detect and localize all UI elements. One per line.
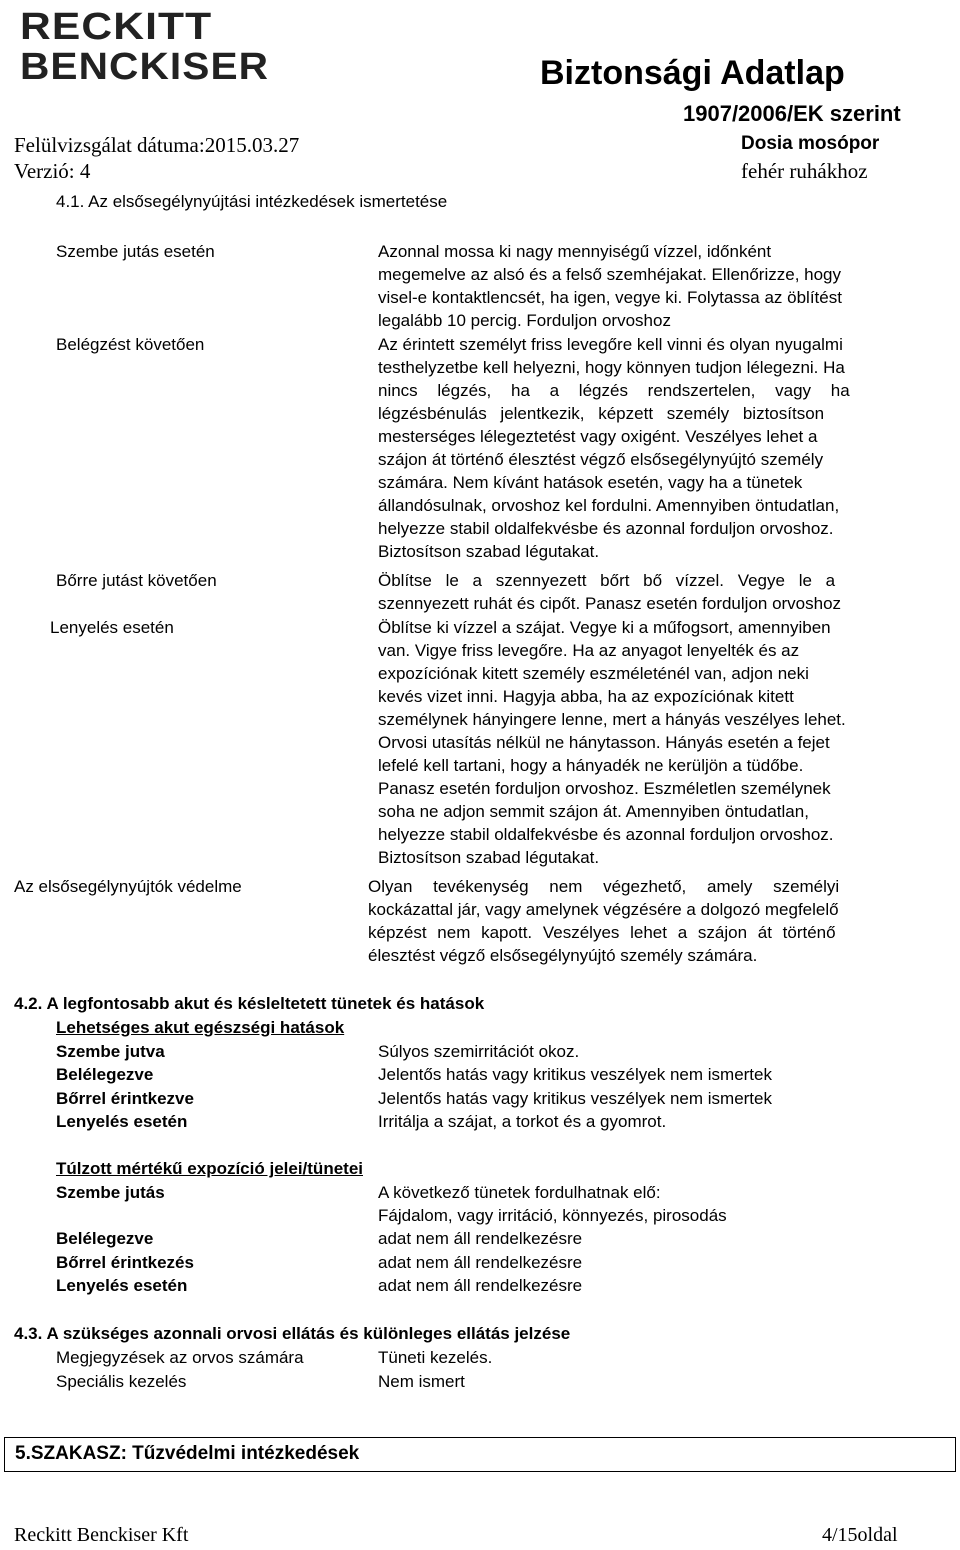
over-value-continued: Fájdalom, vagy irritáció, könnyezés, pirosodás (378, 1206, 727, 1225)
section-5-box (4, 1437, 956, 1472)
text-line: kockázattal jár, vagy amelynek végzésére a dolgozó megfelelő (368, 900, 839, 919)
footer-page-number: 4/15oldal (822, 1524, 898, 1546)
row-text-skin (378, 569, 944, 615)
text-line: legalább 10 percig. Forduljon orvoshoz (378, 311, 671, 330)
medical-note-label: Megjegyzések az orvos számára (56, 1348, 304, 1367)
row-text-ingestion (378, 616, 944, 869)
over-label: Belélegezve (56, 1229, 154, 1248)
text-line: nincs légzés, ha a légzés rendszertelen, vagy ha (378, 381, 850, 400)
text-line: légzésbénulás jelentkezik, képzett személy biztosítson (378, 404, 825, 423)
over-label: Lenyelés esetén (56, 1276, 188, 1295)
row-text-eye (378, 240, 944, 332)
text-line: helyezze stabil oldalfekvésbe és azonnal forduljon orvoshoz. (378, 825, 834, 844)
logo-text-line1: RECKITT (20, 6, 213, 48)
section-4-2-heading: 4.2. A legfontosabb akut és késleltetett tünetek és hatások (14, 994, 485, 1013)
text-line: expozíciónak kitett személy eszméleténél van, adjon neki (378, 664, 809, 683)
acute-label: Belélegezve (56, 1065, 154, 1084)
text-line: személynek hányingere lenne, mert a hányás veszélyes lehet. (378, 710, 846, 729)
over-value: adat nem áll rendelkezésre (378, 1229, 583, 1248)
row-text-inhalation (378, 333, 944, 563)
over-value: adat nem áll rendelkezésre (378, 1253, 583, 1272)
text-line: Biztosítson szabad légutakat. (378, 848, 600, 867)
text-line: Olyan tevékenység nem végezhető, amely személyi (368, 877, 840, 896)
overexposure-title: Túlzott mértékű expozíció jelei/tünetei (56, 1159, 363, 1178)
acute-label: Bőrrel érintkezve (56, 1089, 194, 1108)
logo-text-line2: BENCKISER (20, 46, 270, 88)
medical-note-value: Tüneti kezelés. (378, 1348, 493, 1367)
text-line: Orvosi utasítás nélkül ne hánytasson. Hányás esetén a fejet (378, 733, 830, 752)
over-label: Szembe jutás (56, 1183, 165, 1202)
company-logo (20, 6, 270, 94)
text-line: megemelve az alsó és a felső szemhéjakat. Ellenőrizze, hogy (378, 265, 842, 284)
row-label-ingestion: Lenyelés esetén (50, 618, 174, 637)
acute-label: Lenyelés esetén (56, 1112, 188, 1131)
section-4-3-heading: 4.3. A szükséges azonnali orvosi ellátás és különleges ellátás jelzése (14, 1324, 571, 1343)
product-name-line2: fehér ruhákhoz (741, 159, 868, 183)
row-label-eye: Szembe jutás esetén (56, 242, 215, 261)
section-5-heading: 5.SZAKASZ: Tűzvédelmi intézkedések (15, 1443, 360, 1464)
regulation-label: 1907/2006/EK szerint (683, 101, 901, 126)
text-line: Azonnal mossa ki nagy mennyiségű vízzel, időnként (378, 242, 772, 261)
footer-company: Reckitt Benckiser Kft (14, 1524, 189, 1546)
revision-date: Felülvizsgálat dátuma:2015.03.27 (14, 133, 300, 157)
acute-value: Irritálja a szájat, a torkot és a gyomrot. (378, 1112, 667, 1131)
text-line: szennyezett ruhát és cipőt. Panasz esetén forduljon orvoshoz (378, 594, 842, 613)
section-4-1-heading: 4.1. Az elsősegélynyújtási intézkedések ismertetése (56, 192, 448, 211)
row-label-inhalation: Belégzést követően (56, 335, 205, 354)
text-line: állandósulnak, orvoshoz kel fordulni. Amennyiben öntudatlan, (378, 496, 840, 515)
text-line: Panasz esetén forduljon orvoshoz. Eszméletlen személynek (378, 779, 831, 798)
document-title: Biztonsági Adatlap (540, 54, 845, 92)
version-label: Verzió: 4 (14, 159, 91, 183)
text-line: képzést nem kapott. Veszélyes lehet a szájon át történő (368, 923, 836, 942)
text-line: helyezze stabil oldalfekvésbe és azonnal forduljon orvoshoz. (378, 519, 834, 538)
text-line: kevés vizet inni. Hagyja abba, ha az expozíciónak kitett (378, 687, 794, 706)
text-line: visel-e kontaktlencsét, ha igen, vegye ki. Folytassa az öblítést (378, 288, 842, 307)
over-value: A következő tünetek fordulhatnak elő: (378, 1183, 661, 1202)
text-line: Az érintett személyt friss levegőre kell vinni és olyan nyugalmi (378, 335, 843, 354)
text-line: lefelé kell tartani, hogy a hányadék ne kerüljön a tüdőbe. (378, 756, 804, 775)
text-line: élesztést végző elsősegélynyújtó személy számára. (368, 946, 758, 965)
text-line: Öblítse le a szennyezett bőrt bő vízzel. Vegye le a (378, 571, 836, 590)
text-line: van. Vigye friss levegőre. Ha az anyagot lenyelték és az (378, 641, 800, 660)
text-line: soha ne adjon semmit szájon át. Amennyiben öntudatlan, (378, 802, 809, 821)
row-label-skin: Bőrre jutást követően (56, 571, 217, 590)
acute-value: Jelentős hatás vagy kritikus veszélyek nem ismertek (378, 1065, 772, 1084)
row-label-first-aider: Az elsősegélynyújtók védelme (14, 877, 242, 896)
text-line: testhelyzetbe kell helyezni, hogy könnyen tudjon lélegezni. Ha (378, 358, 845, 377)
text-line: számára. Nem kívánt hatások esetén, vagy ha a tünetek (378, 473, 803, 492)
special-treatment-value: Nem ismert (378, 1372, 465, 1391)
row-text-first-aider (368, 875, 944, 967)
over-label: Bőrrel érintkezés (56, 1253, 194, 1272)
product-name-line1: Dosia mosópor (741, 133, 880, 154)
text-line: Öblítse ki vízzel a szájat. Vegye ki a műfogsort, amennyiben (378, 618, 831, 637)
text-line: szájon át történő élesztést végző elsősegélynyújtó személy (378, 450, 824, 469)
acute-effects-title: Lehetséges akut egészségi hatások (56, 1018, 345, 1037)
acute-value: Súlyos szemirritációt okoz. (378, 1042, 580, 1061)
text-line: mesterséges lélegeztetést vagy oxigént. Veszélyes lehet a (378, 427, 818, 446)
special-treatment-label: Speciális kezelés (56, 1372, 187, 1391)
acute-label: Szembe jutva (56, 1042, 165, 1061)
text-line: Biztosítson szabad légutakat. (378, 542, 600, 561)
acute-value: Jelentős hatás vagy kritikus veszélyek nem ismertek (378, 1089, 772, 1108)
over-value: adat nem áll rendelkezésre (378, 1276, 583, 1295)
